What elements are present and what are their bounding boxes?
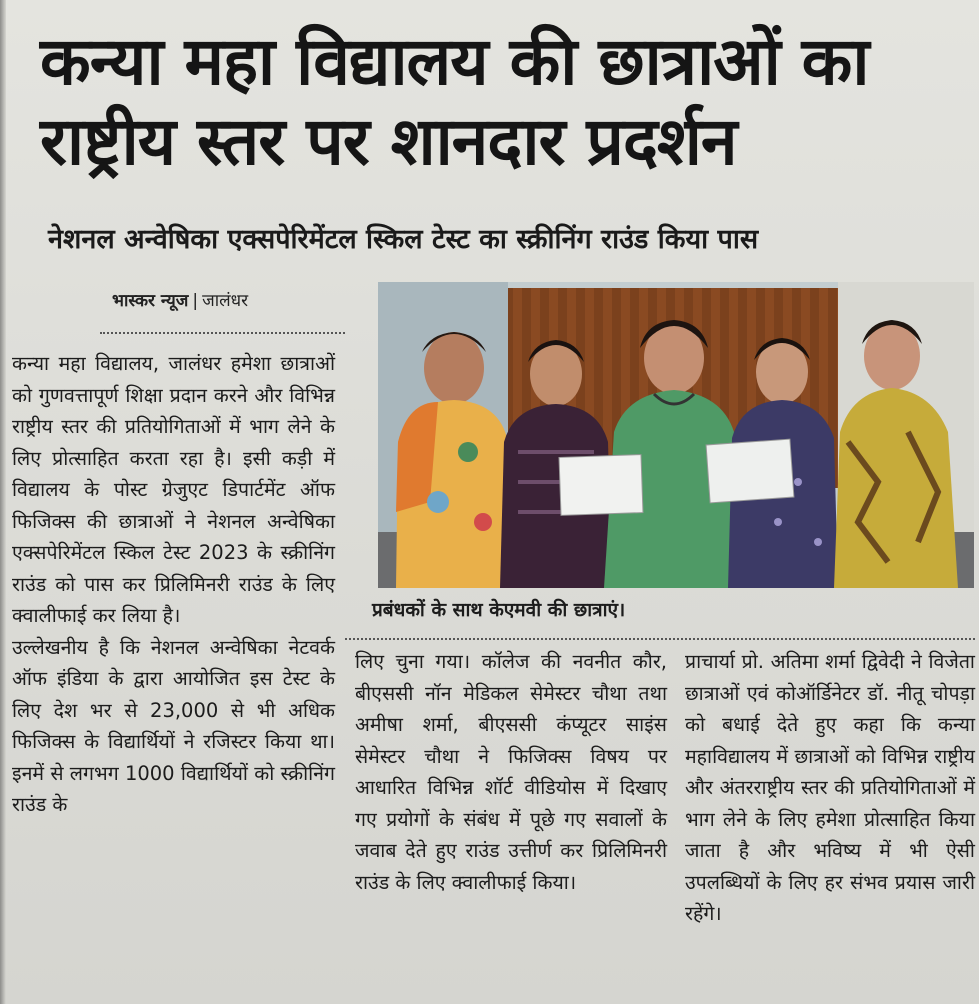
- page-edge-shadow: [0, 0, 6, 1004]
- byline-source: भास्कर न्यूज: [112, 291, 189, 311]
- headline: कन्या महा विद्यालय की छात्राओं का राष्ट्रीय स्तर पर शानदार प्रदर्शन: [40, 23, 869, 180]
- column-1-paragraph-2: उल्लेखनीय है कि नेशनल अन्वेषिका नेटवर्क ऑफ इंडिया के द्वारा आयोजित इस टेस्ट के लिए देश भर से 23,000 से भी अधिक फिजिक्स के विद्यार्थियों ने रजिस्टर किया था। इनमें से लगभग 1000 विद्यार्थियों को स्क्रीनिंग राउंड के: [12, 635, 335, 816]
- byline-place: जालंधर: [202, 291, 249, 311]
- article-column-2: लिए चुना गया। कॉलेज की नवनीत कौर, बीएससी नॉन मेडिकल सेमेस्टर चौथा तथा अमीषा शर्मा, बीएससी कंप्यूटर साइंस सेमेस्टर चौथा ने फिजिक्स विषय पर आधारित विभिन्न शॉर्ट वीडियोस में दिखाए गए प्रयोगों के संबंध में पूछे गए सवालों के जवाब देते हुए राउंड उत्तीर्ण कर प्रिलिमिनरी राउंड के लिए क्वालीफाई किया।: [355, 650, 667, 894]
- byline-separator: |: [192, 291, 199, 311]
- byline: [112, 288, 248, 311]
- column-1-paragraph-1: कन्या महा विद्यालय, जालंधर हमेशा छात्राओं को गुणवत्तापूर्ण शिक्षा प्रदान करने और विभिन्न राष्ट्रीय स्तर की प्रतियोगिताओं में भाग लेने के लिए प्रोत्साहित करता रहा है। इसी कड़ी में विद्यालय के पोस्ट ग्रेजुएट डिपार्टमेंट ऑफ फिजिक्स की छात्राओं ने नेशनल अन्वेषिका एक्सपेरिमेंटल स्किल टेस्ट 2023 के स्क्रीनिंग राउंड को पास कर प्रिलिमिनरी राउंड के लिए क्वालीफाई कर लिया है।: [12, 352, 335, 627]
- photo-caption: प्रबंधकों के साथ केएमवी की छात्राएं।: [372, 599, 626, 621]
- article-photo: [378, 282, 974, 588]
- article-column-1: [12, 348, 335, 821]
- article-column-3: प्राचार्या प्रो. अतिमा शर्मा द्विवेदी ने विजेता छात्राओं एवं कोऑर्डिनेटर डॉ. नीतू चोपड़ा को बधाई देते हुए कहा कि कन्या महाविद्यालय में छात्राओं को विभिन्न राष्ट्रीय और अंतरराष्ट्रीय स्तर की प्रतियोगिताओं में भाग लेने के लिए हमेशा प्रोत्साहित किया जाता है और भविष्य में भी ऐसी उपलब्धियों के लिए हर संभव प्रयास जारी रहेंगे।: [685, 650, 975, 925]
- group-photo-illustration: [378, 282, 974, 588]
- caption-divider: [345, 638, 975, 640]
- subheadline: नेशनल अन्वेषिका एक्सपेरिमेंटल स्किल टेस्ट का स्क्रीनिंग राउंड किया पास: [48, 224, 759, 255]
- byline-divider: [100, 332, 345, 334]
